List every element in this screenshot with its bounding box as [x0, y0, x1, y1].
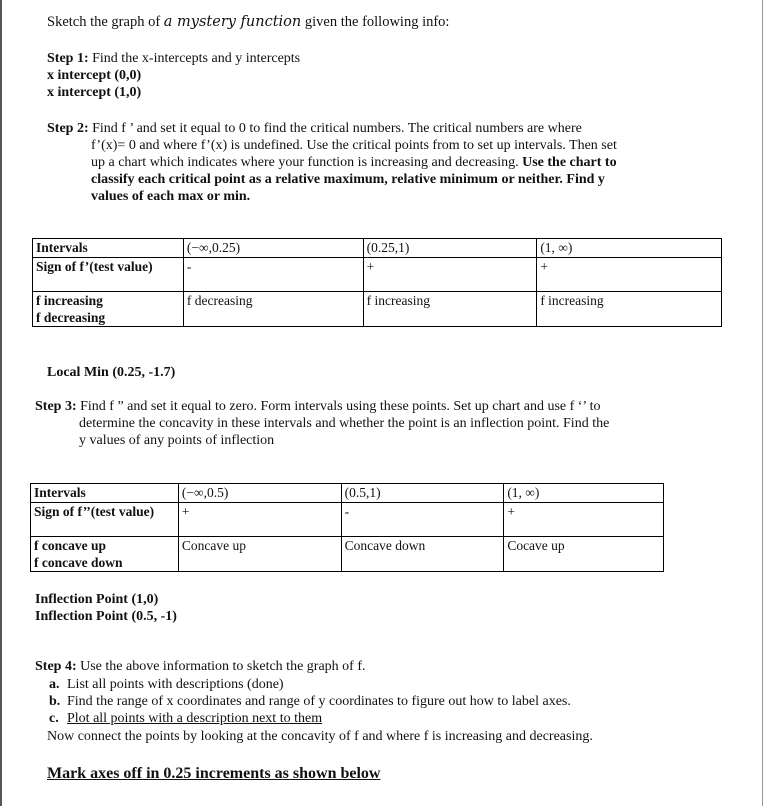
step1-x-intercept-1: x intercept (0,0) — [47, 68, 142, 83]
step1-text: Find the x-intercepts and y intercepts — [88, 51, 301, 66]
table2-sign-cell: - — [341, 503, 504, 537]
step4-heading — [35, 658, 365, 675]
table1-interval-cell: (0.25,1) — [363, 239, 537, 258]
table2-intervals-row — [31, 484, 664, 503]
step1-label: Step 1: — [47, 51, 89, 66]
table2-behavior-cell: Concave up — [178, 537, 341, 572]
step4-connect: Now connect the points by looking at the concavity of f and where f is increasing and decreasing. — [47, 729, 593, 744]
step3-line1-text: Find f ” and set it equal to zero. Form intervals using these points. Set up chart and use f ‘’ to — [76, 399, 601, 414]
intro-prefix: Sketch the graph of — [47, 14, 164, 30]
step4-label: Step 4: — [35, 659, 77, 674]
inflection-point-2: Inflection Point (0.5, -1) — [35, 609, 177, 624]
step3-line-2: determine the concavity in these intervals and whether the point is an inflection point. Find the — [79, 416, 610, 431]
intro-line — [47, 14, 449, 31]
table2-behavior-cell: Concave down — [341, 537, 504, 572]
step3-line-3: y values of any points of inflection — [79, 433, 275, 448]
table1-sign-row — [33, 258, 722, 292]
table1-intervals-label: Intervals — [33, 239, 184, 258]
table1-dec-label: f decreasing — [36, 310, 106, 325]
step4-item-text: Find the range of x coordinates and range of y coordinates to figure out how to label axes. — [67, 694, 571, 709]
derivative-sign-table — [32, 238, 722, 327]
step4-item-a — [49, 676, 284, 693]
mark-axes-instruction: Mark axes off in 0.25 increments as shown below — [47, 765, 381, 782]
step4-item-b — [49, 693, 571, 710]
step2-label: Step 2: — [47, 121, 89, 136]
local-min: Local Min (0.25, -1.7) — [47, 365, 176, 380]
page-left-border — [0, 0, 2, 806]
table2-sign-cell: + — [504, 503, 664, 537]
concavity-table — [30, 483, 664, 572]
table1-behavior-label — [33, 292, 184, 327]
step2-line-5: values of each max or min. — [91, 189, 251, 204]
table2-interval-cell: (−∞,0.5) — [178, 484, 341, 503]
table1-interval-cell: (−∞,0.25) — [183, 239, 363, 258]
step3-label: Step 3: — [35, 399, 77, 414]
step1-x-intercept-2: x intercept (1,0) — [47, 85, 142, 100]
intro-italic: a mystery function — [163, 14, 302, 30]
table1-sign-label: Sign of f’(test value) — [33, 258, 184, 292]
table2-interval-cell: (1, ∞) — [504, 484, 664, 503]
step2-line1-text: Find f ’ and set it equal to 0 to find the critical numbers. The critical numbers are where — [88, 121, 582, 136]
step2-line3-bold: Use the chart to — [522, 155, 617, 170]
table1-behavior-cell: f increasing — [537, 292, 722, 327]
table2-sign-label: Sign of f’’(test value) — [31, 503, 179, 537]
table2-sign-row — [31, 503, 664, 537]
step4-item-text: List all points with descriptions (done) — [67, 677, 284, 692]
step4-item-text: Plot all points with a description next to them — [67, 711, 323, 726]
step4-item-c — [49, 710, 322, 727]
step4-item-letter: b. — [49, 694, 61, 709]
table1-intervals-row — [33, 239, 722, 258]
table1-behavior-row — [33, 292, 722, 327]
step4-item-letter: a. — [49, 677, 60, 692]
table2-sign-cell: + — [178, 503, 341, 537]
step3-line-1 — [35, 398, 600, 415]
step2-line-2: f’(x)= 0 and where f’(x) is undefined. Use the critical points from to set up intervals. Then set — [91, 138, 617, 153]
table1-sign-cell: + — [363, 258, 537, 292]
table2-up-label: f concave up — [34, 538, 106, 553]
step2-line-3 — [91, 154, 617, 171]
table2-interval-cell: (0.5,1) — [341, 484, 504, 503]
step2-line-4: classify each critical point as a relative maximum, relative minimum or neither. Find y — [91, 172, 605, 187]
table2-behavior-cell: Cocave up — [504, 537, 664, 572]
page-right-border — [762, 0, 763, 806]
step1-heading — [47, 50, 300, 67]
inflection-point-1: Inflection Point (1,0) — [35, 592, 159, 607]
step2-line-1 — [47, 120, 582, 137]
table2-behavior-row — [31, 537, 664, 572]
intro-suffix: given the following info: — [301, 14, 450, 30]
step4-item-letter: c. — [49, 711, 59, 726]
table1-behavior-cell: f decreasing — [183, 292, 363, 327]
step2-line3-normal: up a chart which indicates where your function is increasing and decreasing. — [91, 155, 523, 170]
table2-down-label: f concave down — [34, 555, 123, 570]
table1-inc-label: f increasing — [36, 293, 103, 308]
step4-text: Use the above information to sketch the graph of f. — [76, 659, 366, 674]
table1-interval-cell: (1, ∞) — [537, 239, 722, 258]
table2-intervals-label: Intervals — [31, 484, 179, 503]
table1-sign-cell: - — [183, 258, 363, 292]
table1-sign-cell: + — [537, 258, 722, 292]
table2-behavior-label — [31, 537, 179, 572]
table1-behavior-cell: f increasing — [363, 292, 537, 327]
